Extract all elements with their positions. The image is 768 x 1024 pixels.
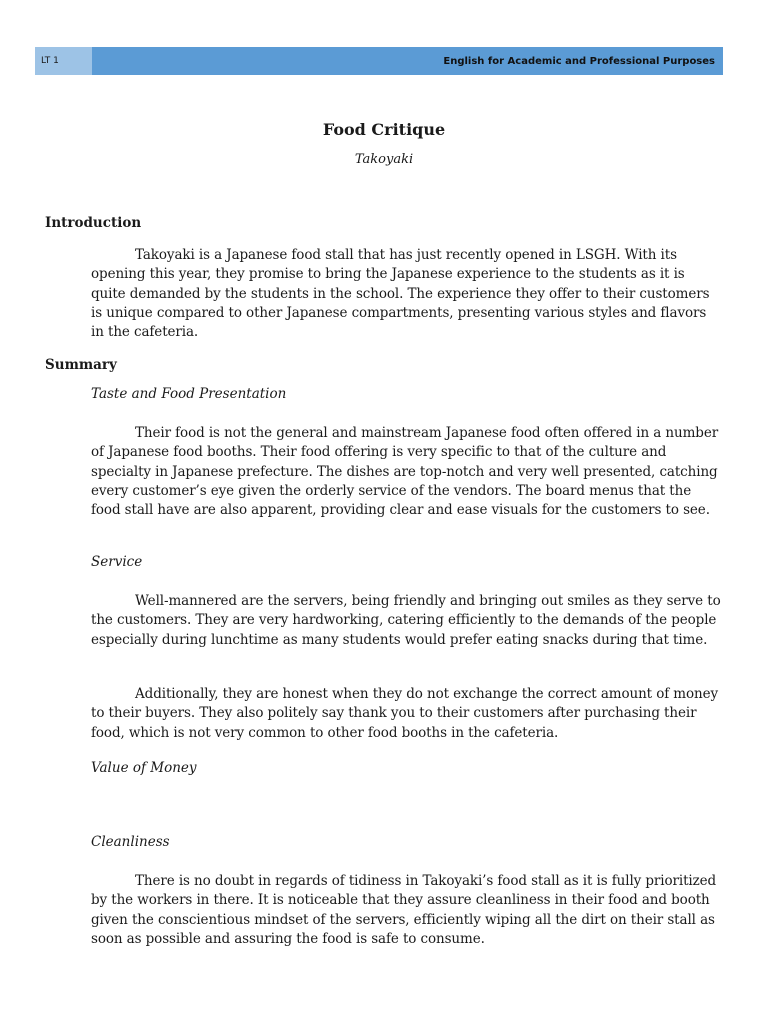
taste-paragraph: Their food is not the general and mainstream Japanese food often offered in a number of Japanese food booths. Their food offering is very specific to that of the culture and specialty in Japanese prefecture. The dishes are top-notch and very well presented, catching every customer’s eye given the orderly service of the vendors. The board menus that the food stall have are also apparent, providing clear and ease visuals for the customers to see.: [91, 425, 719, 519]
taste-heading: Taste and Food Presentation: [91, 386, 287, 402]
document-subtitle: Takoyaki: [354, 152, 414, 167]
page-header: [35, 47, 723, 75]
service-paragraph-2: Additionally, they are honest when they do not exchange the correct amount of money to their buyers. They also politely say thank you to their customers after purchasing their food, which is not very common to other food booths in the cafeteria.: [91, 686, 719, 741]
introduction-heading: Introduction: [45, 215, 142, 231]
summary-heading: Summary: [45, 357, 117, 373]
cleanliness-heading: Cleanliness: [91, 834, 170, 850]
cleanliness-paragraph: There is no doubt in regards of tidiness in Takoyaki’s food stall as it is fully prioritized by the workers in there. It is noticeable that they assure cleanliness in their food and booth given the conscientious mindset of the servers, efficiently wiping all the dirt on their stall as soon as possible and assuring the food is safe to consume.: [91, 873, 717, 947]
service-paragraph-1: Well-mannered are the servers, being friendly and bringing out smiles as they serve to the customers. They are very hardworking, catering efficiently to the demands of the people especially during lunchtime as many students would prefer eating snacks during that time.: [91, 593, 721, 648]
document-title: Food Critique: [322, 120, 446, 139]
introduction-paragraph: Takoyaki is a Japanese food stall that has just recently opened in LSGH. With its opening this year, they promise to bring the Japanese experience to the students as it is quite demanded by the students in the school. The experience they offer to their customers is unique compared to other Japanese compartments, presenting various styles and flavors in the cafeteria.: [91, 247, 710, 341]
header-left-label: LT 1: [35, 47, 92, 75]
value-heading: Value of Money: [91, 760, 197, 776]
service-heading: Service: [91, 554, 143, 570]
header-course-title: English for Academic and Professional Purposes: [92, 47, 723, 75]
